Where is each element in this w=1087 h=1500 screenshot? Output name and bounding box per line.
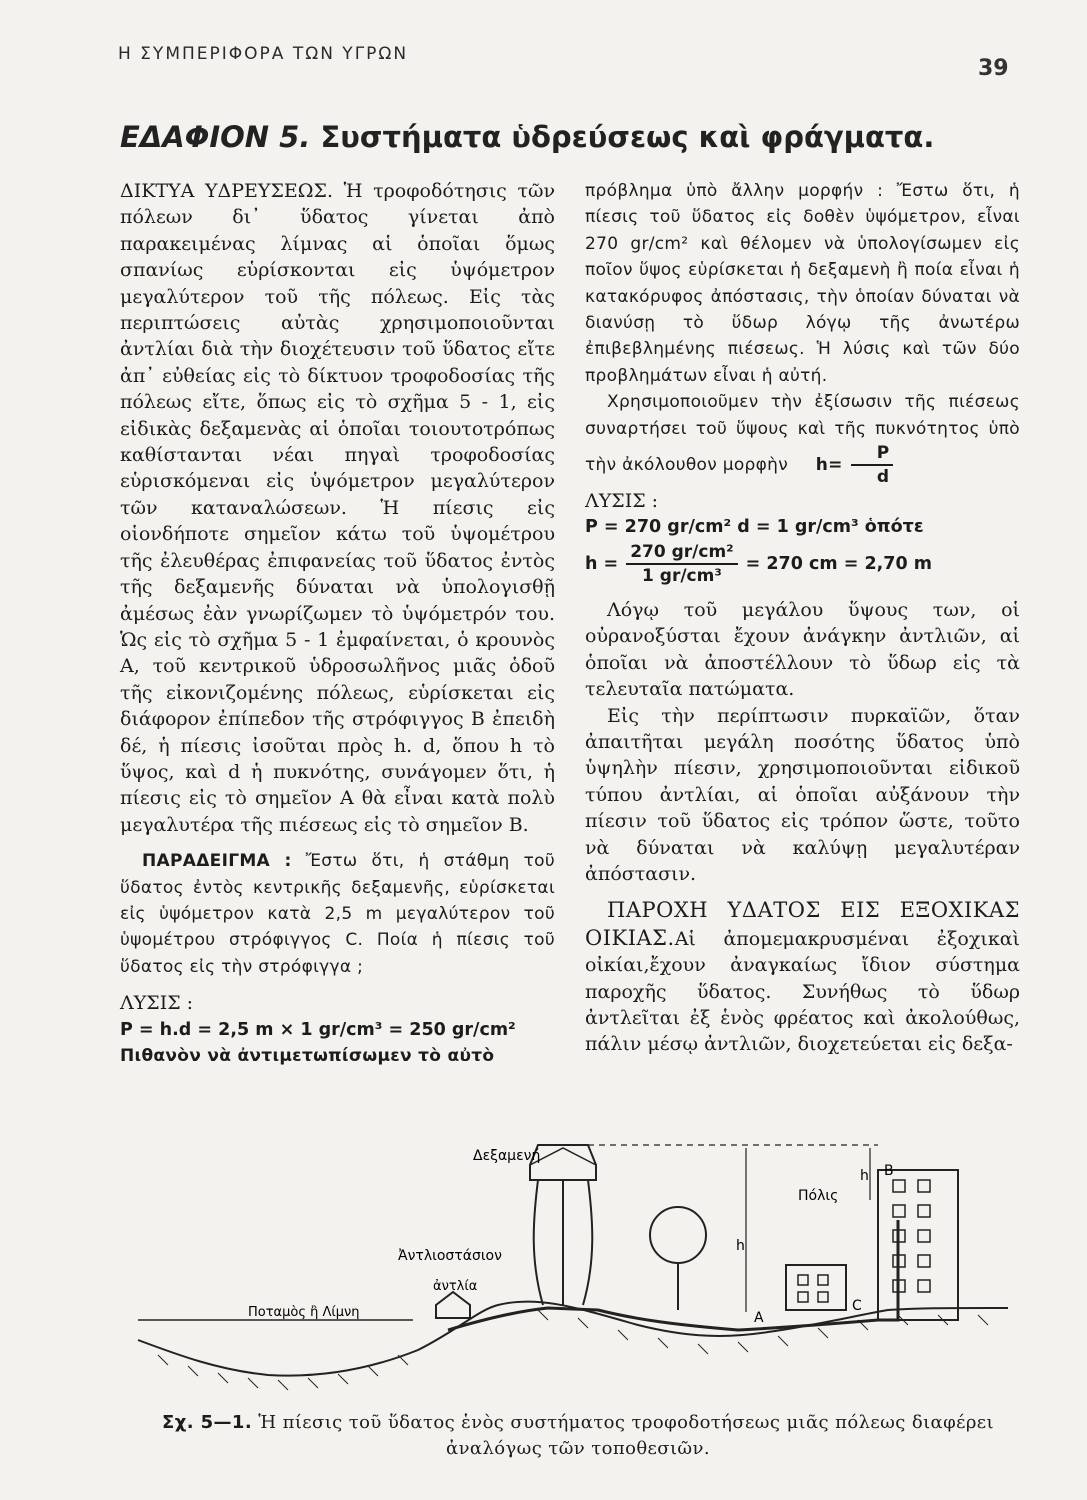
right-column [585,178,1020,1058]
given-values: P = 270 gr/cm² d = 1 gr/cm³ ὁπότε [585,517,924,538]
fires-paragraph: Εἰς τὴν περίπτωσιν πυρκαϊῶν, ὅταν ἀπαιτῆται μεγάλη ποσότης ὕδατος ὑπὸ ὑψηλὴν πίεσιν, χρησιμοποιοῦνται εἰδικοῦ τύπου ἀντλίαι, αἱ ὁποῖαι αὐξάνουν τὴν πίεσιν τοῦ ὕδατος εἰς τρόπον ὥστε, τοῦτο νὰ δύναται νὰ καλύψῃ μεγαλυτέραν ἀπόστασιν. [585,704,1020,885]
h-lhs: h = [585,553,619,574]
formula-h [794,442,902,488]
section-title [120,120,1020,154]
water-supply-figure [118,1140,1018,1400]
formula-fraction [851,442,894,488]
h-numerator: 270 gr/cm² [626,541,737,565]
label-h-left: h [736,1238,745,1254]
label-h-right: h [860,1168,869,1184]
solution-label: ΛΥΣΙΣ : [120,992,194,1015]
example-label: ΠΑΡΑΔΕΙΓΜΑ : [142,851,292,872]
caption-text: Ἡ πίεσις τοῦ ὕδατος ἑνὸς συστήματος τροφοδοτήσεως μιᾶς πόλεως διαφέρει ἀναλόγως τῶν τοποθεσιῶν. [258,1412,994,1459]
solution-equation: P = h.d = 2,5 m × 1 gr/cm³ = 250 gr/cm² [120,1019,516,1040]
caption-label: Σχ. 5—1. [162,1412,253,1433]
country-houses-text: Αἱ ἀπομεμακρυσμέναι ἐξοχικαὶ οἰκίαι,ἔχουν ἀναγκαίως ἴδιον σύστημα παροχῆς ὕδατος. Συνήθως τὸ ὕδωρ ἀντλεῖται ἐξ ἑνὸς φρέατος καὶ ἀκολούθως, πάλιν μέσῳ ἀντλιῶν, διοχετεύεται εἰς δεξα- [585,927,1020,1056]
running-head: Η ΣΥΜΠΕΡΙΦΟΡΑ ΤΩΝ ΥΓΡΩΝ [118,44,409,64]
country-houses-heading: ΠΑΡΟΧΗ ΥΔΑΤΟΣ ΕΙΣ ΕΞΟΧΙΚΑΣ ΟΙΚΙΑΣ. [585,898,1020,950]
h-calculation [585,541,1020,587]
closing-line: Πιθανὸν νὰ ἀντιμετωπίσωμεν τὸ αὐτὸ [120,1046,495,1066]
figure-caption [128,1410,1028,1462]
house-small [786,1265,846,1310]
label-pump: ἀντλία [433,1279,478,1294]
supply-pipe [448,1220,898,1330]
example-text: Ἔστω ὅτι, ἡ στάθμη τοῦ ὕδατος ἐντὸς κεντρικῆς δεξαμενῆς, εὑρίσκεται εἰς ὑψόμετρον κατὰ 2,5 m μεγαλύτερον τοῦ ὑψομέτρου στρόφιγγος C. Ποία ἡ πίεσις τοῦ ὕδατος εἰς τὴν στρόφιγγα ; [120,851,555,977]
skyscrapers-paragraph: Λόγῳ τοῦ μεγάλου ὕψους των, οἱ οὐρανοξύσται ἔχουν ἀνάγκην ἀντλιῶν, αἱ ὁποῖαι νὰ ἀποστέλλουν τὸ ὕδωρ εἰς τὰ τελευταῖα πατώματα. [585,598,1020,701]
formula-numerator: P [851,442,894,466]
section-label: ΕΔΑΦΙΟΝ 5. [120,120,311,154]
h-fraction [626,541,737,587]
label-c: C [852,1298,862,1314]
h-denominator: 1 gr/cm³ [642,565,722,586]
example-paragraph [120,848,555,980]
page-number: 39 [978,56,1009,81]
intro-paragraph: ΔΙΚΤΥΑ ΥΔΡΕΥΣΕΩΣ. Ἡ τροφοδότησις τῶν πόλεων δι᾽ ὕδατος γίνεται ἀπὸ παρακειμένας λίμνας αἱ ὁποῖαι ὅμως σπανίως εὑρίσκονται εἰς ὑψόμετρον μεγαλύτερον τοῦ τῆς πόλεως. Εἰς τὰς περιπτώσεις αὐτὰς χρησιμοποιοῦνται ἀντλίαι διὰ τὴν διοχέτευσιν τοῦ ὕδατος εἴτε ἀπ᾽ εὐθείας εἰς τὸ δίκτυον τροφοδοσίας τῆς πόλεως εἴτε, ὅπως εἰς τὸ σχῆμα 5 - 1, εἰς εἰδικὰς δεξαμενὰς αἱ ὁποῖαι τοιουτοτρόπως καθίστανται νέαι πηγαὶ τροφοδοσίας εὑρισκόμεναι εἰς ὑψόμετρον μεγαλύτερον τῶν καταναλώσεων. Ἡ πίεσις εἰς οἱονδήποτε σημεῖον κάτω τοῦ ὑψομέτρου τῆς ἐλευθέρας ἐπιφανείας τοῦ ὕδατος ἐντὸς τῆς δεξαμενῆς δύναται νὰ ὑπολογισθῇ ἀμέσως ἐὰν γνωρίζωμεν τὸ ὑψόμετρόν του. Ὡς εἰς τὸ σχῆμα 5 - 1 ἐμφαίνεται, ὁ κρουνὸς Α, τοῦ κεντρικοῦ ὑδροσωλῆνος μιᾶς ὁδοῦ τῆς εἰκονιζομένης πόλεως, εὑρίσκεται εἰς διάφορον ἐπίπεδον τῆς στρόφιγγος Β ἐπειδὴ δέ, ἡ πίεσις ἰσοῦται πρὸς h. d, ὅπου h τὸ ὕψος, καὶ d ἡ πυκνότης, συνάγομεν ὅτι, ἡ πίεσις εἰς τὸ σημεῖον Α θὰ εἶναι κατὰ πολὺ μεγαλυτέρα τῆς πιέσεως εἰς τὸ σημεῖον Β. [120,180,555,836]
formula-denominator: d [876,467,890,488]
problem-paragraph: πρόβλημα ὑπὸ ἄλλην μορφήν : Ἔστω ὅτι, ἡ πίεσις τοῦ ὕδατος εἰς δοθὲν ὑψόμετρον, εἶναι 270 gr/cm² καὶ θέλομεν νὰ ὑπολογίσωμεν εἰς ποῖον ὕψος εὑρίσκεται ἡ δεξαμενὴ ἢ ποία εἶναι ἡ κατακόρυφος ἀπόστασις, τὴν ὁποίαν δύναται νὰ διανύσῃ τὸ ὕδωρ λόγῳ τῆς ἀνωτέρω ἐπιβεβλημένης πιέσεως. Ἡ λύσις καὶ τῶν δύο προβλημάτων εἶναι ἡ αὐτή. [585,181,1020,386]
label-river: Ποταμὸς ἢ Λίμνη [248,1305,360,1320]
label-pump-station: Ἀντλιοστάσιον [398,1248,502,1264]
left-column [120,178,555,1069]
h-result: = 270 cm = 2,70 m [745,553,932,574]
formula-lhs: h= [815,454,843,475]
pump-house [436,1292,470,1318]
tree-crown [650,1207,706,1263]
label-a: A [754,1310,764,1326]
section-heading: Συστήματα ὑδρεύσεως καὶ φράγματα. [320,120,935,154]
tank-legs [534,1180,593,1305]
label-tank: Δεξαμενή [473,1148,541,1164]
solution-label-right: ΛΥΣΙΣ : [585,490,659,513]
formula-intro-text: Χρησιμοποιοῦμεν τὴν ἐξίσωσιν τῆς πιέσεως συναρτήσει τοῦ ὕψους καὶ τῆς πυκνότητος ὑπὸ τὴν ἀκόλουθον μορφὴν [585,392,1020,476]
label-b: B [884,1163,894,1179]
country-houses-paragraph [585,897,1020,1057]
label-city: Πόλις [798,1188,839,1204]
formula-intro [585,389,1020,488]
